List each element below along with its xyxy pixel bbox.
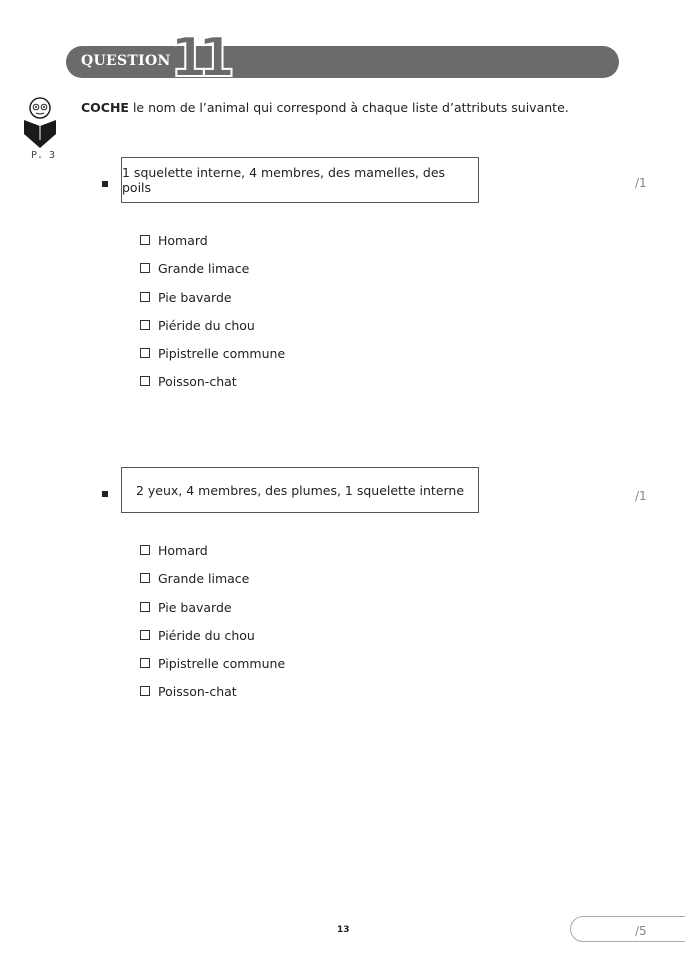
checkbox[interactable] [140,630,150,640]
option-grande-limace-1[interactable] [140,260,249,276]
reader-icon [22,96,58,150]
checkbox[interactable] [140,292,150,302]
question-label: QUESTION [81,53,171,69]
instruction-verb: COCHE [81,100,129,115]
checkbox[interactable] [140,263,150,273]
option-homard-2[interactable] [140,542,208,558]
checkbox[interactable] [140,376,150,386]
option-label: Grande limace [158,570,250,586]
checkbox[interactable] [140,686,150,696]
option-pie-bavarde-1[interactable] [140,289,232,305]
option-grande-limace-2[interactable] [140,570,249,586]
score-item-1: /1 [635,176,647,190]
checkbox[interactable] [140,545,150,555]
option-pipistrelle-commune-1[interactable] [140,345,285,361]
option-homard-1[interactable] [140,232,208,248]
bullet-item-1 [102,181,108,187]
option-label: Homard [158,232,208,248]
option-label: Poisson-chat [158,373,237,389]
option-poisson-chat-2[interactable] [140,683,237,699]
option-pipistrelle-commune-2[interactable] [140,655,285,671]
option-pieride-du-chou-2[interactable] [140,627,255,643]
checkbox[interactable] [140,573,150,583]
option-label: Poisson-chat [158,683,237,699]
page-reference: P. 3 [31,150,56,161]
checkbox[interactable] [140,235,150,245]
option-label: Piéride du chou [158,317,255,333]
question-number: 11 [170,26,226,89]
bullet-item-2 [102,491,108,497]
attributes-box-1: 1 squelette interne, 4 membres, des mamelles, des poils [121,157,479,203]
total-score-box [570,916,685,942]
option-label: Pie bavarde [158,289,232,305]
option-label: Pie bavarde [158,599,232,615]
checkbox[interactable] [140,658,150,668]
total-score: /5 [635,924,647,938]
instruction [81,100,569,115]
option-poisson-chat-1[interactable] [140,373,237,389]
instruction-text: le nom de l’animal qui correspond à chaque liste d’attributs suivante. [128,100,569,115]
checkbox[interactable] [140,348,150,358]
option-label: Pipistrelle commune [158,345,286,361]
option-label: Piéride du chou [158,627,255,643]
attributes-box-2: 2 yeux, 4 membres, des plumes, 1 squelette interne [121,467,479,513]
option-label: Homard [158,542,208,558]
option-pieride-du-chou-1[interactable] [140,317,255,333]
option-pie-bavarde-2[interactable] [140,599,232,615]
score-item-2: /1 [635,489,647,503]
option-label: Grande limace [158,260,250,276]
option-label: Pipistrelle commune [158,655,286,671]
page-number: 13 [337,925,350,935]
checkbox[interactable] [140,320,150,330]
checkbox[interactable] [140,602,150,612]
